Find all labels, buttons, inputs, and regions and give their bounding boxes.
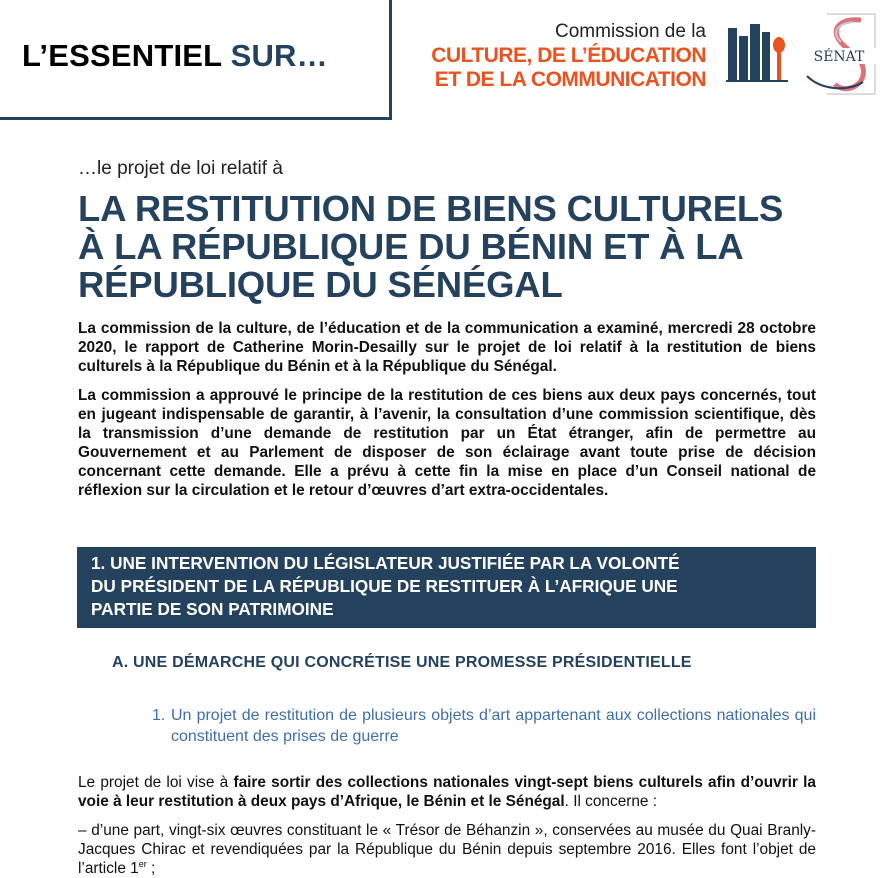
section-1-line1: 1. UNE INTERVENTION DU LÉGISLATEUR JUSTIFIÉE PAR LA VOLONTÉ [91,553,680,573]
body-p1-intro: Le projet de loi vise à [78,774,234,791]
commission-name [406,20,706,92]
subsection-1-text: Un projet de restitution de plusieurs objets d’art appartenant aux collections nationales qui constituent des prises de guerre [171,707,816,745]
subsection-1-number: 1. [152,707,166,724]
body-p2-sup: er [138,858,147,869]
header-title-part2: SUR… [230,38,328,73]
intro-text: …le projet de loi relatif à [78,158,283,179]
header-title [22,38,328,74]
body-paragraph-2 [78,821,816,878]
section-1-line3: PARTIE DE SON PATRIMOINE [91,599,334,619]
books-microphone-icon [726,22,788,82]
body-p2-end: ; [146,860,156,877]
body-p2-text: – d’une part, vingt-six œuvres constituant le « Trésor de Béhanzin », conservées au musée du Quai Branly-Jacques Chirac et revendiquées par la République du Bénin depuis septembre 2016. Elles font l’objet de l’article 1 [78,822,816,877]
subsection-1-heading [152,705,816,747]
commission-line1: Commission de la [555,21,706,42]
page-title [78,190,818,304]
senat-logo [797,10,879,98]
section-1-heading [77,547,816,628]
senat-logo-text: SÉNAT [813,49,865,65]
body-p1-bold: faire sortir des collections nationales vingt-sept biens culturels afin d’ouvrir la voie à leur restitution à deux pays d’Afrique, le Bénin et le Sénégal [78,774,816,810]
header-essentiel-box [0,0,392,120]
body-paragraph-1 [78,773,816,811]
commission-line2: CULTURE, DE L’ÉDUCATION [431,44,706,67]
header-title-part1: L’ESSENTIEL [22,38,222,73]
page-title-line1: LA RESTITUTION DE BIENS CULTURELS [78,188,784,229]
summary-paragraph-1: La commission de la culture, de l’éducation et de la communication a examiné, mercredi 28 octobre 2020, le rapport de Catherine Morin-Desailly sur le projet de loi relatif à la restitution de biens culturels à la République du Bénin et à la République du Sénégal. [78,320,816,375]
subsection-a-heading: A. UNE DÉMARCHE QUI CONCRÉTISE UNE PROMESSE PRÉSIDENTIELLE [112,654,692,671]
page-title-line3: RÉPUBLIQUE DU SÉNÉGAL [78,264,563,305]
summary-paragraph-2: La commission a approuvé le principe de la restitution de ces biens aux deux pays concernés, tout en jugeant indispensable de garantir, à l’avenir, la consultation d’une commission scientifique, dès la transmission d’une demande de restitution par un État étranger, afin de permettre au Gouvernement et au Parlement de disposer de son éclairage avant toute prise de décision concernant cette demande. Elle a prévu à cette fin la mise en place d’un Conseil national de réflexion sur la circulation et le retour d’œuvres d’art extra-occidentales. [78,387,816,499]
commission-line3: ET DE LA COMMUNICATION [434,68,706,91]
section-1-line2: DU PRÉSIDENT DE LA RÉPUBLIQUE DE RESTITUER À L’AFRIQUE UNE [91,576,678,596]
body-p1-end: . Il concerne : [564,793,658,810]
page-title-line2: À LA RÉPUBLIQUE DU BÉNIN ET À LA [78,226,744,267]
